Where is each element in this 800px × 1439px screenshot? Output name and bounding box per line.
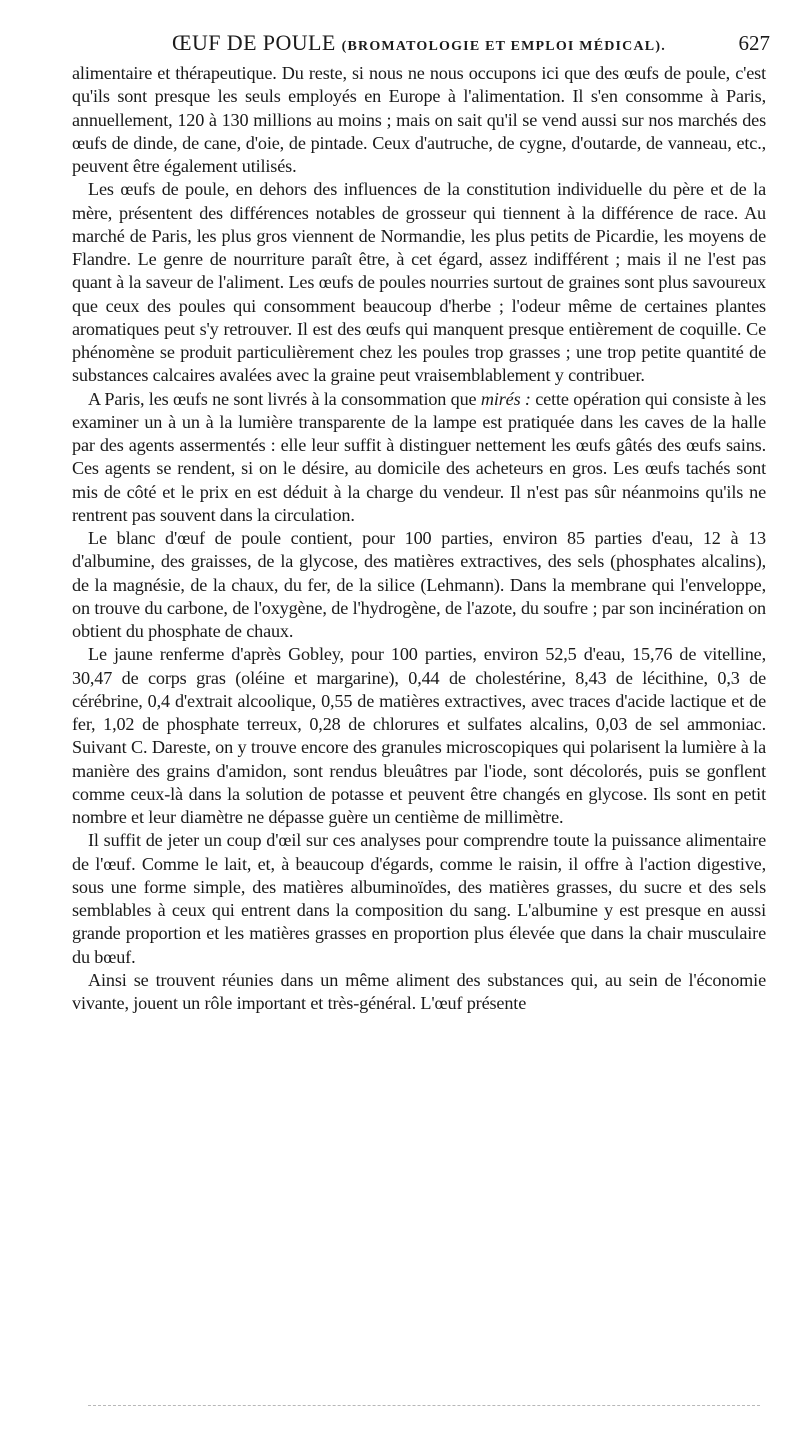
page-bottom-rule bbox=[88, 1405, 760, 1406]
paragraph-3-text-after: cette opération qui consiste à les examiner un à un à la lumière transparente de la lampe est pratiquée dans les caves de la halle par des agents assermentés : elle leur suffit à distinguer nettement les œufs gâtés des œufs sains. Ces agents se rendent, si on le désire, au domicile des acheteurs en gros. Les œufs tachés sont mis de côté et le prix en est déduit à la charge du vendeur. Il n'est pas sûr néanmoins qu'ils ne rentrent pas souvent dans la circulation. bbox=[72, 388, 767, 525]
paragraph-5: Le jaune renferme d'après Gobley, pour 100 parties, environ 52,5 d'eau, 15,76 de vitelline, 30,47 de corps gras (oléine et margarine), 0,44 de cholestérine, 8,43 de lécithine, 0,3 de cérébrine, 0,4 d'extrait alcoolique, 0,55 de matières extractives, avec traces d'acide lactique et de fer, 1,02 de phosphate terreux, 0,28 de chlorures et sulfates alcalins, 0,03 de sel ammoniac. Suivant C. Dareste, on y trouve encore des granules microscopiques qui polarisent la lumière à la manière des grains d'amidon, sont rendus bleuâtres par l'iode, sont décolorés, puis se gonflent comme ceux-là dans la solution de potasse et peuvent être changés en glycose. Ils sont en petit nombre et leur diamètre ne dépasse guère un centième de millimètre. bbox=[72, 644, 766, 827]
paragraph-6: Il suffit de jeter un coup d'œil sur ces analyses pour comprendre toute la puissance alimentaire de l'œuf. Comme le lait, et, à beaucoup d'égards, comme le raisin, il offre à l'action digestive, sous une forme simple, des matières albuminoïdes, des matières grasses, du sucre et des sels semblables à ceux qui entrent dans la composition du sang. L'albumine y est presque en aussi grande proportion et les matières grasses en proportion plus élevée que dans la chair musculaire du bœuf. bbox=[72, 830, 766, 967]
paragraph-3-emphasis: mirés : bbox=[480, 388, 531, 409]
paragraph-4: Le blanc d'œuf de poule contient, pour 100 parties, environ 85 parties d'eau, 12 à 13 d'albumine, des graisses, de la glycose, des matières extractives, des sels (phosphates alcalins), de la magnésie, de la chaux, du fer, de la silice (Lehmann). Dans la membrane qui l'enveloppe, on trouve du carbone, de l'oxygène, de l'hydrogène, de l'azote, du soufre ; par son incinération on obtient du phosphate de chaux. bbox=[72, 528, 766, 641]
paragraph-3-text-before: A Paris, les œufs ne sont livrés à la consommation que bbox=[88, 388, 481, 409]
running-header bbox=[64, 28, 770, 58]
paragraph-1: alimentaire et thérapeutique. Du reste, si nous ne nous occupons ici que des œufs de poule, c'est qu'ils sont presque les seuls employés en Europe à l'alimentation. Il s'en consomme à Paris, annuellement, 120 à 130 millions au moins ; mais on sait qu'il se vend aussi sur nos marchés des œufs de dinde, de cane, d'oie, de pintade. Ceux d'autruche, de cygne, d'outarde, de vanneau, etc., peuvent être également utilisés. bbox=[72, 63, 766, 176]
body-text bbox=[72, 62, 766, 1015]
page-header-title bbox=[172, 28, 666, 62]
page-number: 627 bbox=[738, 31, 770, 55]
header-title-main: ŒUF DE POULE bbox=[172, 30, 336, 55]
header-title-subtitle: (BROMATOLOGIE ET EMPLOI MÉDICAL). bbox=[341, 39, 666, 54]
paragraph-7: Ainsi se trouvent réunies dans un même aliment des substances qui, au sein de l'économie vivante, jouent un rôle important et très-général. L'œuf présente bbox=[72, 969, 766, 1013]
paragraph-2: Les œufs de poule, en dehors des influences de la constitution individuelle du père et de la mère, présentent des différences notables de grosseur qui tiennent à la différence de race. Au marché de Paris, les plus gros viennent de Normandie, les plus petits de Picardie, les moyens de Flandre. Le genre de nourriture paraît être, à cet égard, assez indifférent ; mais il ne l'est pas quant à la saveur de l'aliment. Les œufs de poules nourries surtout de graines sont plus savoureux que ceux des poules qui consomment beaucoup d'herbe ; l'odeur même de certaines plantes aromatiques peut s'y retrouver. Il est des œufs qui manquent presque entièrement de coquille. Ce phénomène se produit particulièrement chez les poules trop grasses ; une trop petite quantité de substances calcaires avalées avec la graine peut vraisemblablement y contribuer. bbox=[72, 179, 766, 386]
paragraph-3 bbox=[72, 388, 766, 528]
